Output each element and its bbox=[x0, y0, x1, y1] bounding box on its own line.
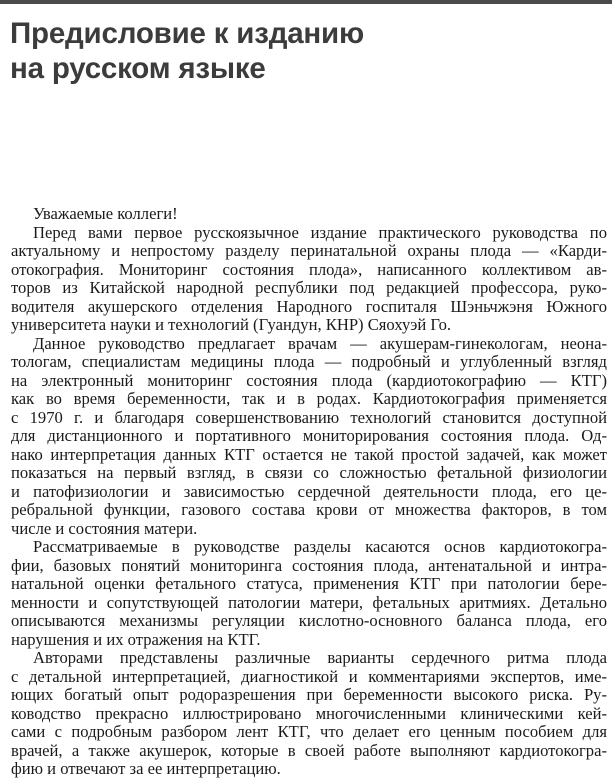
paragraph-2-line: тологам, специалистам медицины плода — подробный и углубленный взгляд bbox=[11, 352, 607, 371]
paragraph-4-line: фию и отвечают за ее интерпретацию. bbox=[11, 759, 281, 778]
paragraph-2-line: и патофизиологии и зависимостью сердечной деятельности плода, его це- bbox=[11, 481, 607, 501]
paragraph-3-line: фии, базовых понятий мониторинга состояния плода, антенатальной и интра- bbox=[11, 555, 607, 575]
paragraph-1-line: водителя акушерского отделения Народного госпиталя Шэньчжэня Южного bbox=[11, 296, 607, 316]
paragraph-2-line: нако интерпретация данных КТГ остается не такой простой задачей, как может bbox=[11, 444, 607, 464]
paragraph-3-line: нарушения и их отражения на КТГ. bbox=[11, 629, 261, 649]
paragraph-4-line: врачей, а также акушерок, которые в своей работе выполняют кардиотокогра- bbox=[11, 740, 607, 760]
paragraph-2-line: ребральной функции, газового состава крови от множества факторов, в том bbox=[11, 500, 607, 519]
paragraph-2-line: как во время беременности, так и в родах. Кардиотокография применяется bbox=[11, 389, 607, 408]
paragraph-4-line: с детальной интерпретацией, диагностикой и комментариями экспертов, име- bbox=[11, 666, 607, 686]
page-title bbox=[10, 16, 570, 86]
paragraph-4-line: ководство прекрасно иллюстрировано многочисленными клиническими кей- bbox=[11, 703, 607, 723]
paragraph-1-line: торов из Китайской народной республики под редакцией профессора, руко- bbox=[11, 278, 607, 297]
paragraph-1-line: университета науки и технологий (Гуандун, КНР) Сяохуэй Го. bbox=[11, 315, 452, 334]
paragraph-3-line: менности и сопутствующей патологии матери, фетальных аритмиях. Детально bbox=[11, 592, 607, 612]
paragraph-2-line: для дистанционного и портативного мониторирования состояния плода. Од- bbox=[11, 426, 607, 445]
top-rule bbox=[0, 0, 612, 4]
paragraph-3-line: Рассматриваемые в руководстве разделы касаются основ кардиотокогра- bbox=[33, 537, 607, 556]
paragraph-2-line: Данное руководство предлагает врачам — акушерам-гинекологам, неона- bbox=[33, 333, 607, 353]
paragraph-1-line: отокография. Мониторинг состояния плода», написанного коллективом ав- bbox=[11, 259, 607, 279]
paragraph-2-line: числе и состояния матери. bbox=[11, 518, 198, 538]
paragraph-2-line: показаться на первый взгляд, в связи со сложностью фетальной физиологии bbox=[11, 463, 607, 482]
greeting: Уважаемые коллеги! bbox=[33, 204, 178, 223]
paragraph-4-line: Авторами представлены различные варианты сердечного ритма плода bbox=[33, 648, 607, 667]
paragraph-3-line: описываются механизмы регуляции кислотно-основного баланса плода, его bbox=[11, 611, 607, 630]
preface-body bbox=[11, 205, 607, 779]
paragraph-4-line: ющих богатый опыт родоразрешения при беременности высокого риска. Ру- bbox=[11, 685, 607, 704]
paragraph-4-line: сами с подробным разбором лент КТГ, что делает его ценным пособием для bbox=[11, 722, 607, 741]
paragraph-2-line: на электронный мониторинг состояния плода (кардиотокографию — КТГ) bbox=[11, 370, 607, 390]
page-title-line-2: на русском языке bbox=[10, 52, 266, 85]
paragraph-2-line: с 1970 г. и благодаря совершенствованию технологий становится доступной bbox=[11, 407, 607, 427]
paragraph-3-line: натальной оценки фетального статуса, применения КТГ при патологии бере- bbox=[11, 574, 607, 593]
paragraph-1-line: Перед вами первое русскоязычное издание практического руководства по bbox=[33, 222, 607, 242]
paragraph-1-line: актуальному и непростому разделу перинатальной охраны плода — «Карди- bbox=[11, 241, 607, 260]
page-title-line-1: Предисловие к изданию bbox=[10, 17, 364, 50]
